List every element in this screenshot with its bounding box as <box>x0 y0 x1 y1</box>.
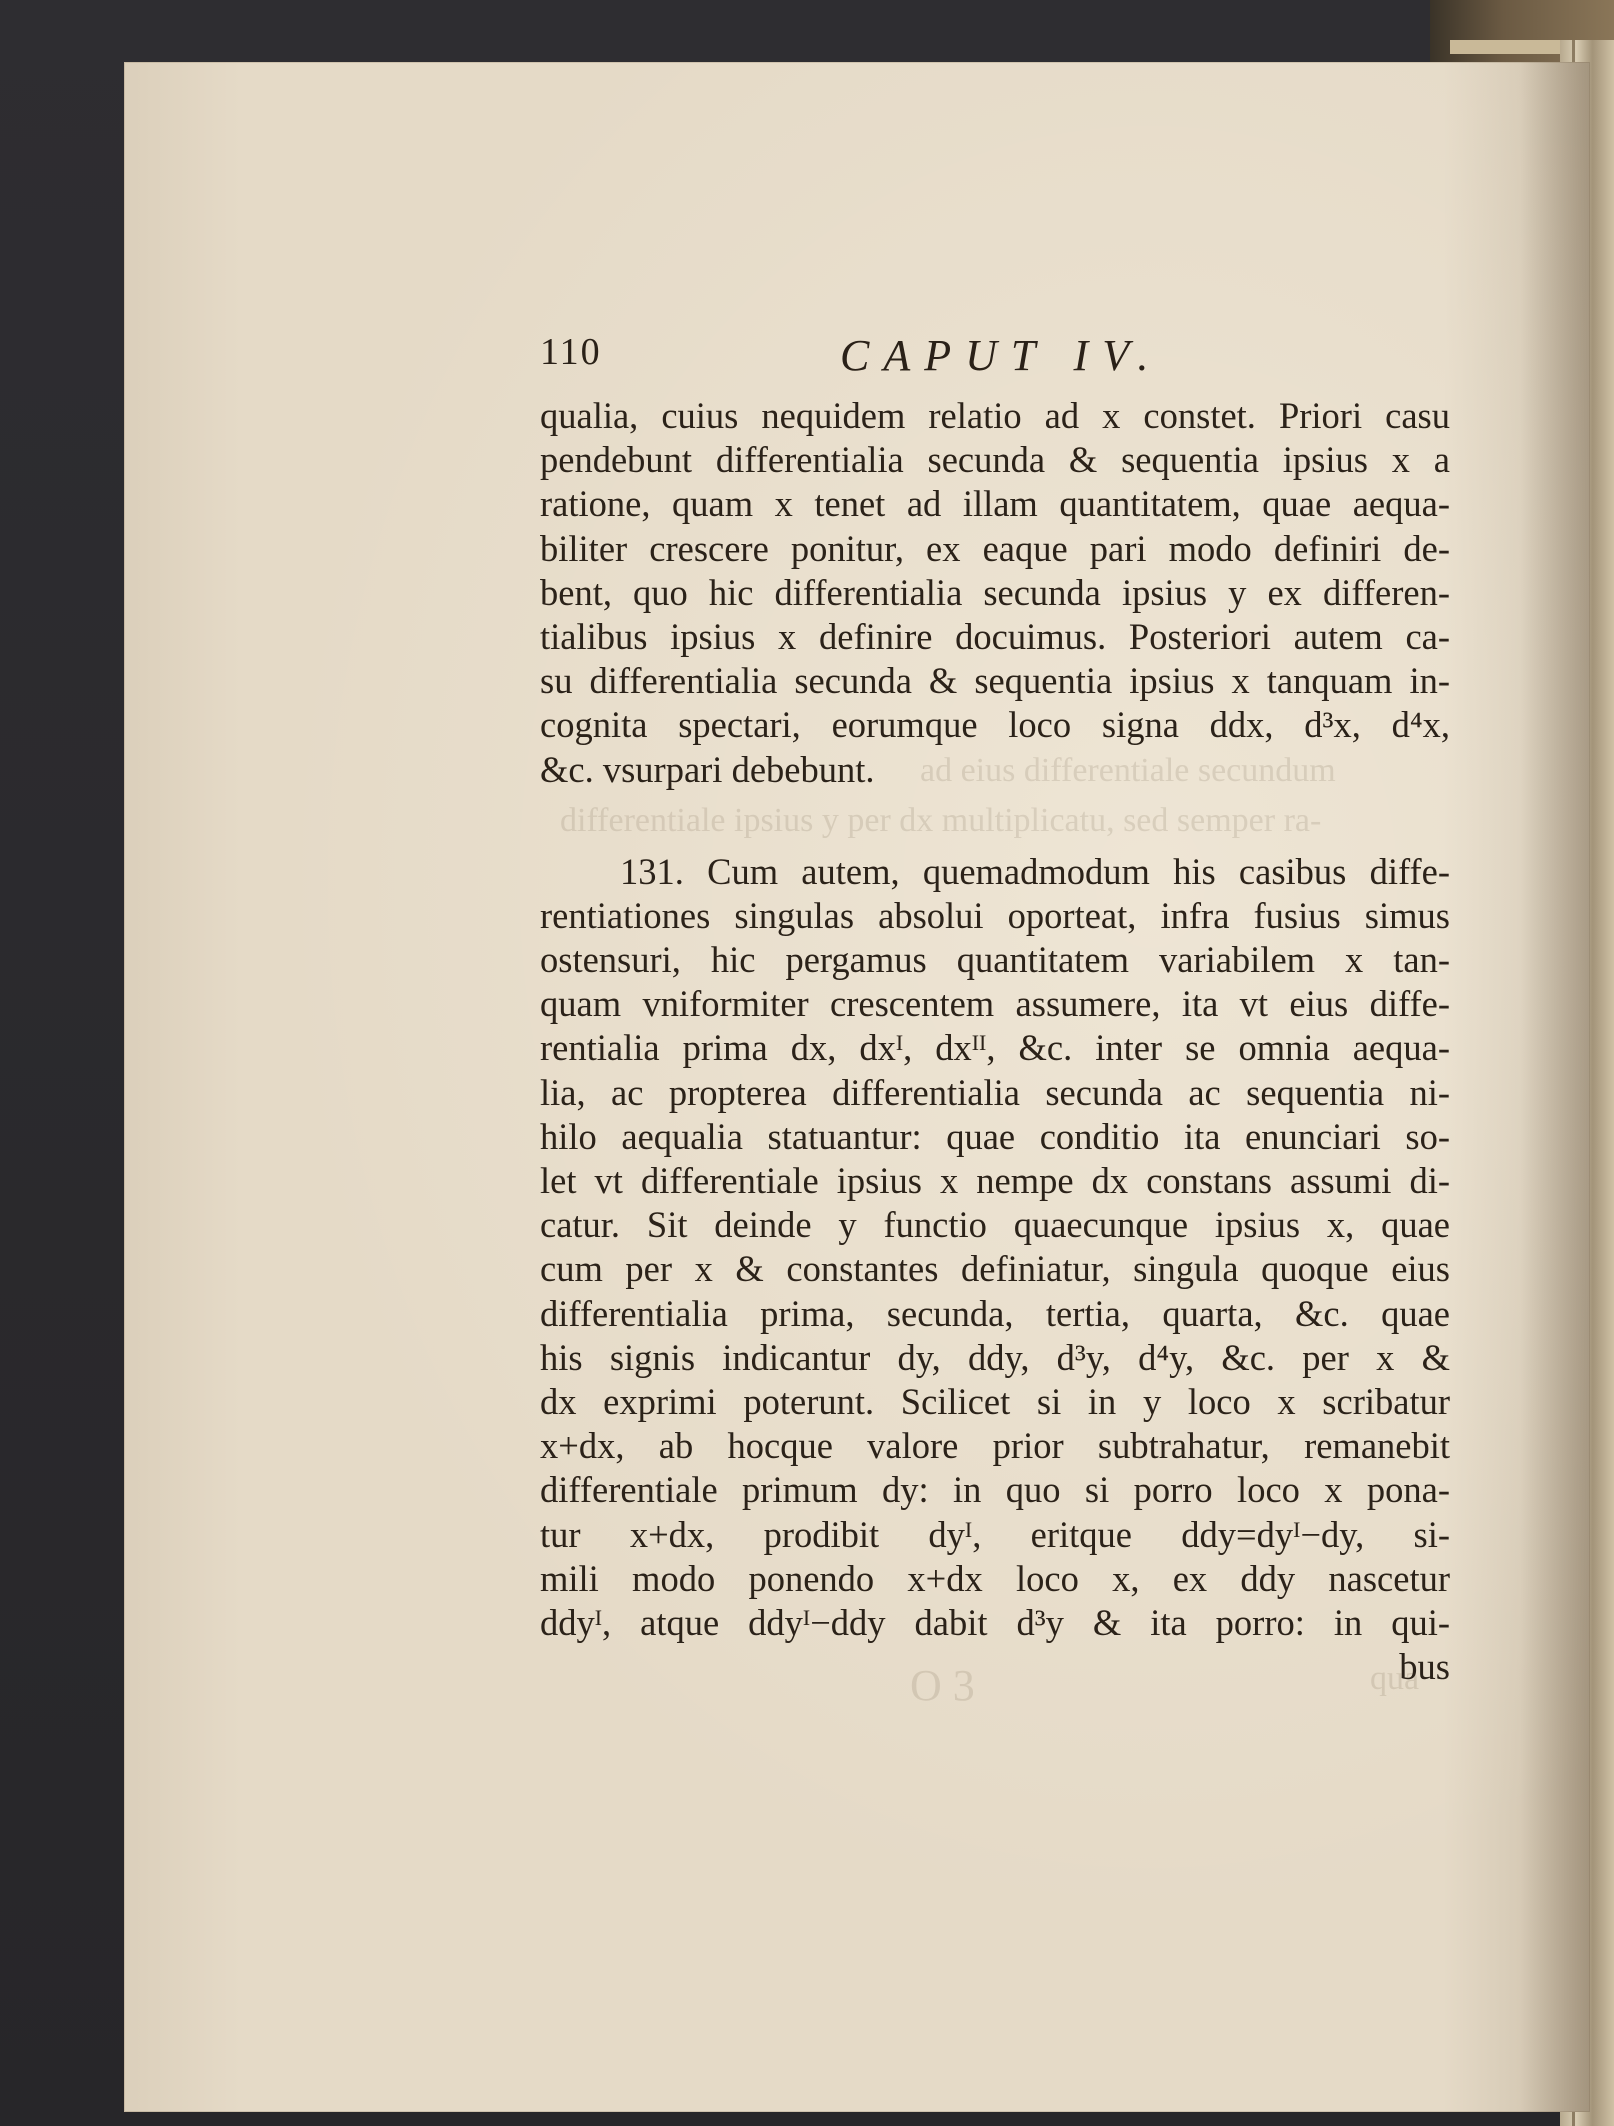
text-line: let vt differentiale ipsius x nempe dx constans assumi di- <box>540 1160 1450 1201</box>
paragraph <box>540 850 1450 1645</box>
text-line: tialibus ipsius x definire docuimus. Posteriori autem ca- <box>540 615 1450 657</box>
text-line: cognita spectari, eorumque loco signa ddx, d³x, d⁴x, <box>540 704 1450 746</box>
text-line: lia, ac propterea differentialia secunda ac sequentia ni- <box>540 1071 1450 1113</box>
page-number: 110 <box>540 331 602 373</box>
bleed-through-signature: O 3 <box>910 1661 975 1710</box>
text-line: biliter crescere ponitur, ex eaque pari modo definiri de- <box>540 527 1450 569</box>
bleed-through-line: differentiale ipsius y per dx multiplicatu, sed semper ra- <box>560 802 1322 839</box>
text-line: &c. vsurpari debebunt. <box>540 748 875 790</box>
text-line: 131. Cum autem, quemadmodum his casibus diffe- <box>620 850 1450 892</box>
catchword: bus <box>1399 1646 1450 1688</box>
text-line: x+dx, ab hocque valore prior subtrahatur, remanebit <box>540 1425 1450 1467</box>
text-line: differentialia prima, secunda, tertia, quarta, &c. quae <box>540 1292 1450 1334</box>
paragraph <box>540 394 1450 792</box>
text-line: dx exprimi poterunt. Scilicet si in y loco x scribatur <box>540 1380 1450 1422</box>
bleed-through-line: ad eius differentiale secundum <box>920 752 1336 789</box>
chapter-title: CAPUT IV. <box>840 331 1163 380</box>
text-line: his signis indicantur dy, ddy, d³y, d⁴y, &c. per x & <box>540 1336 1450 1378</box>
page-gutter-shadow <box>1520 62 1590 2112</box>
text-line: catur. Sit deinde y functio quaecunque ipsius x, quae <box>540 1204 1450 1246</box>
text-line: cum per x & constantes definiatur, singula quoque eius <box>540 1248 1450 1290</box>
paragraph-gap <box>540 792 1450 850</box>
running-head <box>540 330 1440 380</box>
bleed-through-catchword: qua <box>1370 1660 1420 1697</box>
text-line: mili modo ponendo x+dx loco x, ex ddy nascetur <box>540 1557 1450 1599</box>
text-line: rentialia prima dx, dxᴵ, dxᴵᴵ, &c. inter se omnia aequa- <box>540 1027 1450 1069</box>
text-line: qualia, cuius nequidem relatio ad x constet. Priori casu <box>540 395 1450 436</box>
text-line: ddyᴵ, atque ddyᴵ−ddy dabit d³y & ita porro: in qui- <box>540 1601 1450 1643</box>
text-line: tur x+dx, prodibit dyᴵ, eritque ddy=dyᴵ−dy, si- <box>540 1513 1450 1555</box>
text-line: rentiationes singulas absolui oporteat, infra fusius simus <box>540 894 1450 936</box>
text-line: su differentialia secunda & sequentia ipsius x tanquam in- <box>540 660 1450 702</box>
text-line: differentiale primum dy: in quo si porro loco x pona- <box>540 1469 1450 1511</box>
text-line: ostensuri, hic pergamus quantitatem variabilem x tan- <box>540 939 1450 981</box>
text-line: bent, quo hic differentialia secunda ipsius y ex differen- <box>540 571 1450 613</box>
text-line: quam vniformiter crescentem assumere, ita vt eius diffe- <box>540 983 1450 1025</box>
body-text <box>540 394 1450 1689</box>
text-line: hilo aequalia statuantur: quae conditio ita enunciari so- <box>540 1115 1450 1157</box>
text-line: ratione, quam x tenet ad illam quantitatem, quae aequa- <box>540 483 1450 525</box>
text-line: pendebunt differentialia secunda & sequentia ipsius x a <box>540 439 1450 481</box>
